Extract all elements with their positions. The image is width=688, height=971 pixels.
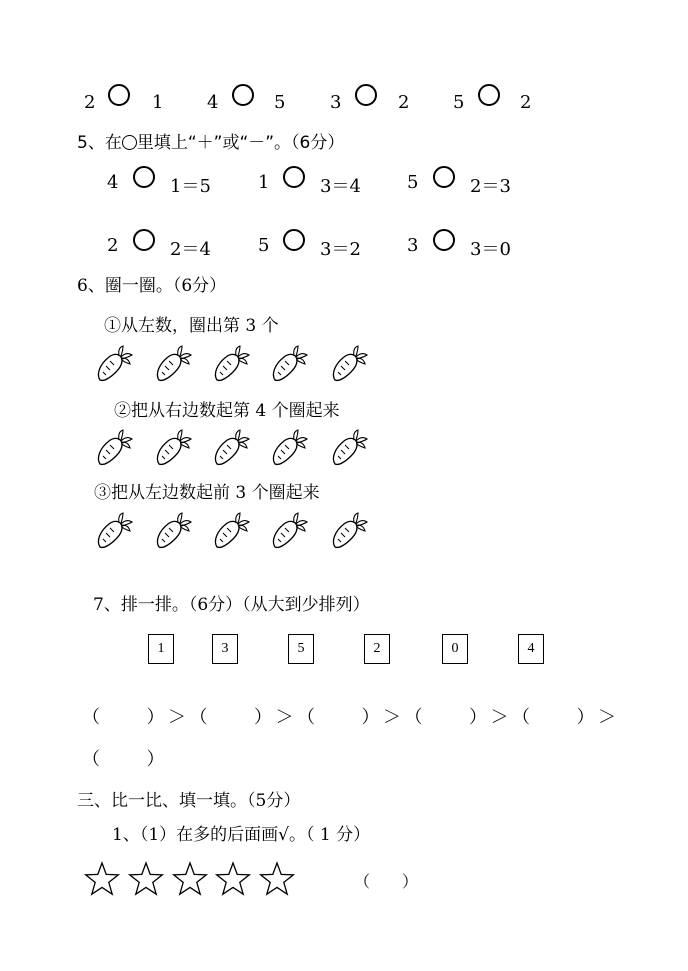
order-answer-line[interactable]: （ ）＞（ ）＞（ ）＞（ ）＞（ ）＞ (82, 707, 620, 728)
number-card: 0 (442, 634, 468, 664)
q5-row (0, 229, 688, 263)
q6-heading: 6、圈一圈。（6分） (77, 276, 227, 296)
equation-a: 5 (258, 235, 270, 256)
q6-sub3: ③把从左边数起前 3 个圈起来 (94, 483, 320, 503)
section3-heading: 三、比一比、填一填。（5分） (77, 791, 301, 811)
compare-row (0, 84, 688, 118)
number-card: 1 (148, 634, 174, 664)
carrot-icon[interactable] (269, 428, 309, 468)
q6-sub2: ②把从右边数起第 4 个圈起来 (114, 401, 340, 421)
equation-a: 4 (107, 172, 119, 193)
q5-row (0, 166, 688, 200)
equation-b: 3＝0 (470, 239, 511, 260)
blank-circle[interactable] (433, 166, 455, 188)
carrot-icon[interactable] (94, 511, 134, 551)
carrot-icon[interactable] (269, 511, 309, 551)
blank-circle[interactable] (478, 84, 500, 106)
equation-a: 3 (407, 235, 419, 256)
carrot-icon[interactable] (211, 344, 251, 384)
answer-paren[interactable]: （ ） (354, 872, 419, 891)
q5-heading (77, 128, 344, 153)
star-icon (84, 861, 120, 897)
blank-circle[interactable] (283, 166, 305, 188)
equation-a: 1 (258, 172, 270, 193)
blank-circle[interactable] (232, 84, 254, 106)
number-card: 2 (364, 634, 390, 664)
carrot-icon[interactable] (153, 344, 193, 384)
star-icon (259, 861, 295, 897)
carrot-icon[interactable] (153, 511, 193, 551)
compare-b: 1 (152, 92, 164, 113)
compare-a: 5 (453, 92, 465, 113)
carrot-icon[interactable] (329, 511, 369, 551)
compare-b: 5 (274, 92, 286, 113)
q7-heading: 7、排一排。（6分）（从大到少排列） (93, 595, 370, 615)
equation-b: 1＝5 (170, 176, 211, 197)
carrot-icon[interactable] (94, 428, 134, 468)
compare-a: 4 (207, 92, 219, 113)
q5-heading-suffix: 里填上“＋”或“－”。（6分） (136, 133, 345, 153)
equation-b: 2＝3 (470, 176, 511, 197)
blank-circle[interactable] (133, 229, 155, 251)
carrot-icon[interactable] (211, 511, 251, 551)
carrot-icon[interactable] (329, 344, 369, 384)
star-icon (128, 861, 164, 897)
carrot-icon[interactable] (94, 344, 134, 384)
q6-sub1: ①从左数，圈出第 3 个 (104, 316, 279, 336)
number-card: 3 (212, 634, 238, 664)
inline-circle-icon (122, 135, 137, 150)
compare-a: 2 (84, 92, 96, 113)
equation-b: 3＝2 (320, 239, 361, 260)
section3-q1: 1、（1）在多的后面画√。（ 1 分） (112, 825, 371, 845)
compare-b: 2 (520, 92, 532, 113)
compare-b: 2 (398, 92, 410, 113)
blank-circle[interactable] (108, 84, 130, 106)
blank-circle[interactable] (283, 229, 305, 251)
star-icon (172, 861, 208, 897)
blank-circle[interactable] (355, 84, 377, 106)
carrot-icon[interactable] (211, 428, 251, 468)
blank-circle[interactable] (433, 229, 455, 251)
equation-a: 5 (407, 172, 419, 193)
equation-b: 3＝4 (320, 176, 361, 197)
compare-a: 3 (330, 92, 342, 113)
order-answer-last[interactable]: （ ） (82, 749, 168, 770)
blank-circle[interactable] (133, 166, 155, 188)
number-card: 4 (518, 634, 544, 664)
equation-b: 2＝4 (170, 239, 211, 260)
carrot-icon[interactable] (153, 428, 193, 468)
q5-heading-prefix: 5、在 (77, 133, 122, 153)
number-card: 5 (288, 634, 314, 664)
star-icon (215, 861, 251, 897)
carrot-icon[interactable] (329, 428, 369, 468)
equation-a: 2 (107, 235, 119, 256)
carrot-icon[interactable] (269, 344, 309, 384)
